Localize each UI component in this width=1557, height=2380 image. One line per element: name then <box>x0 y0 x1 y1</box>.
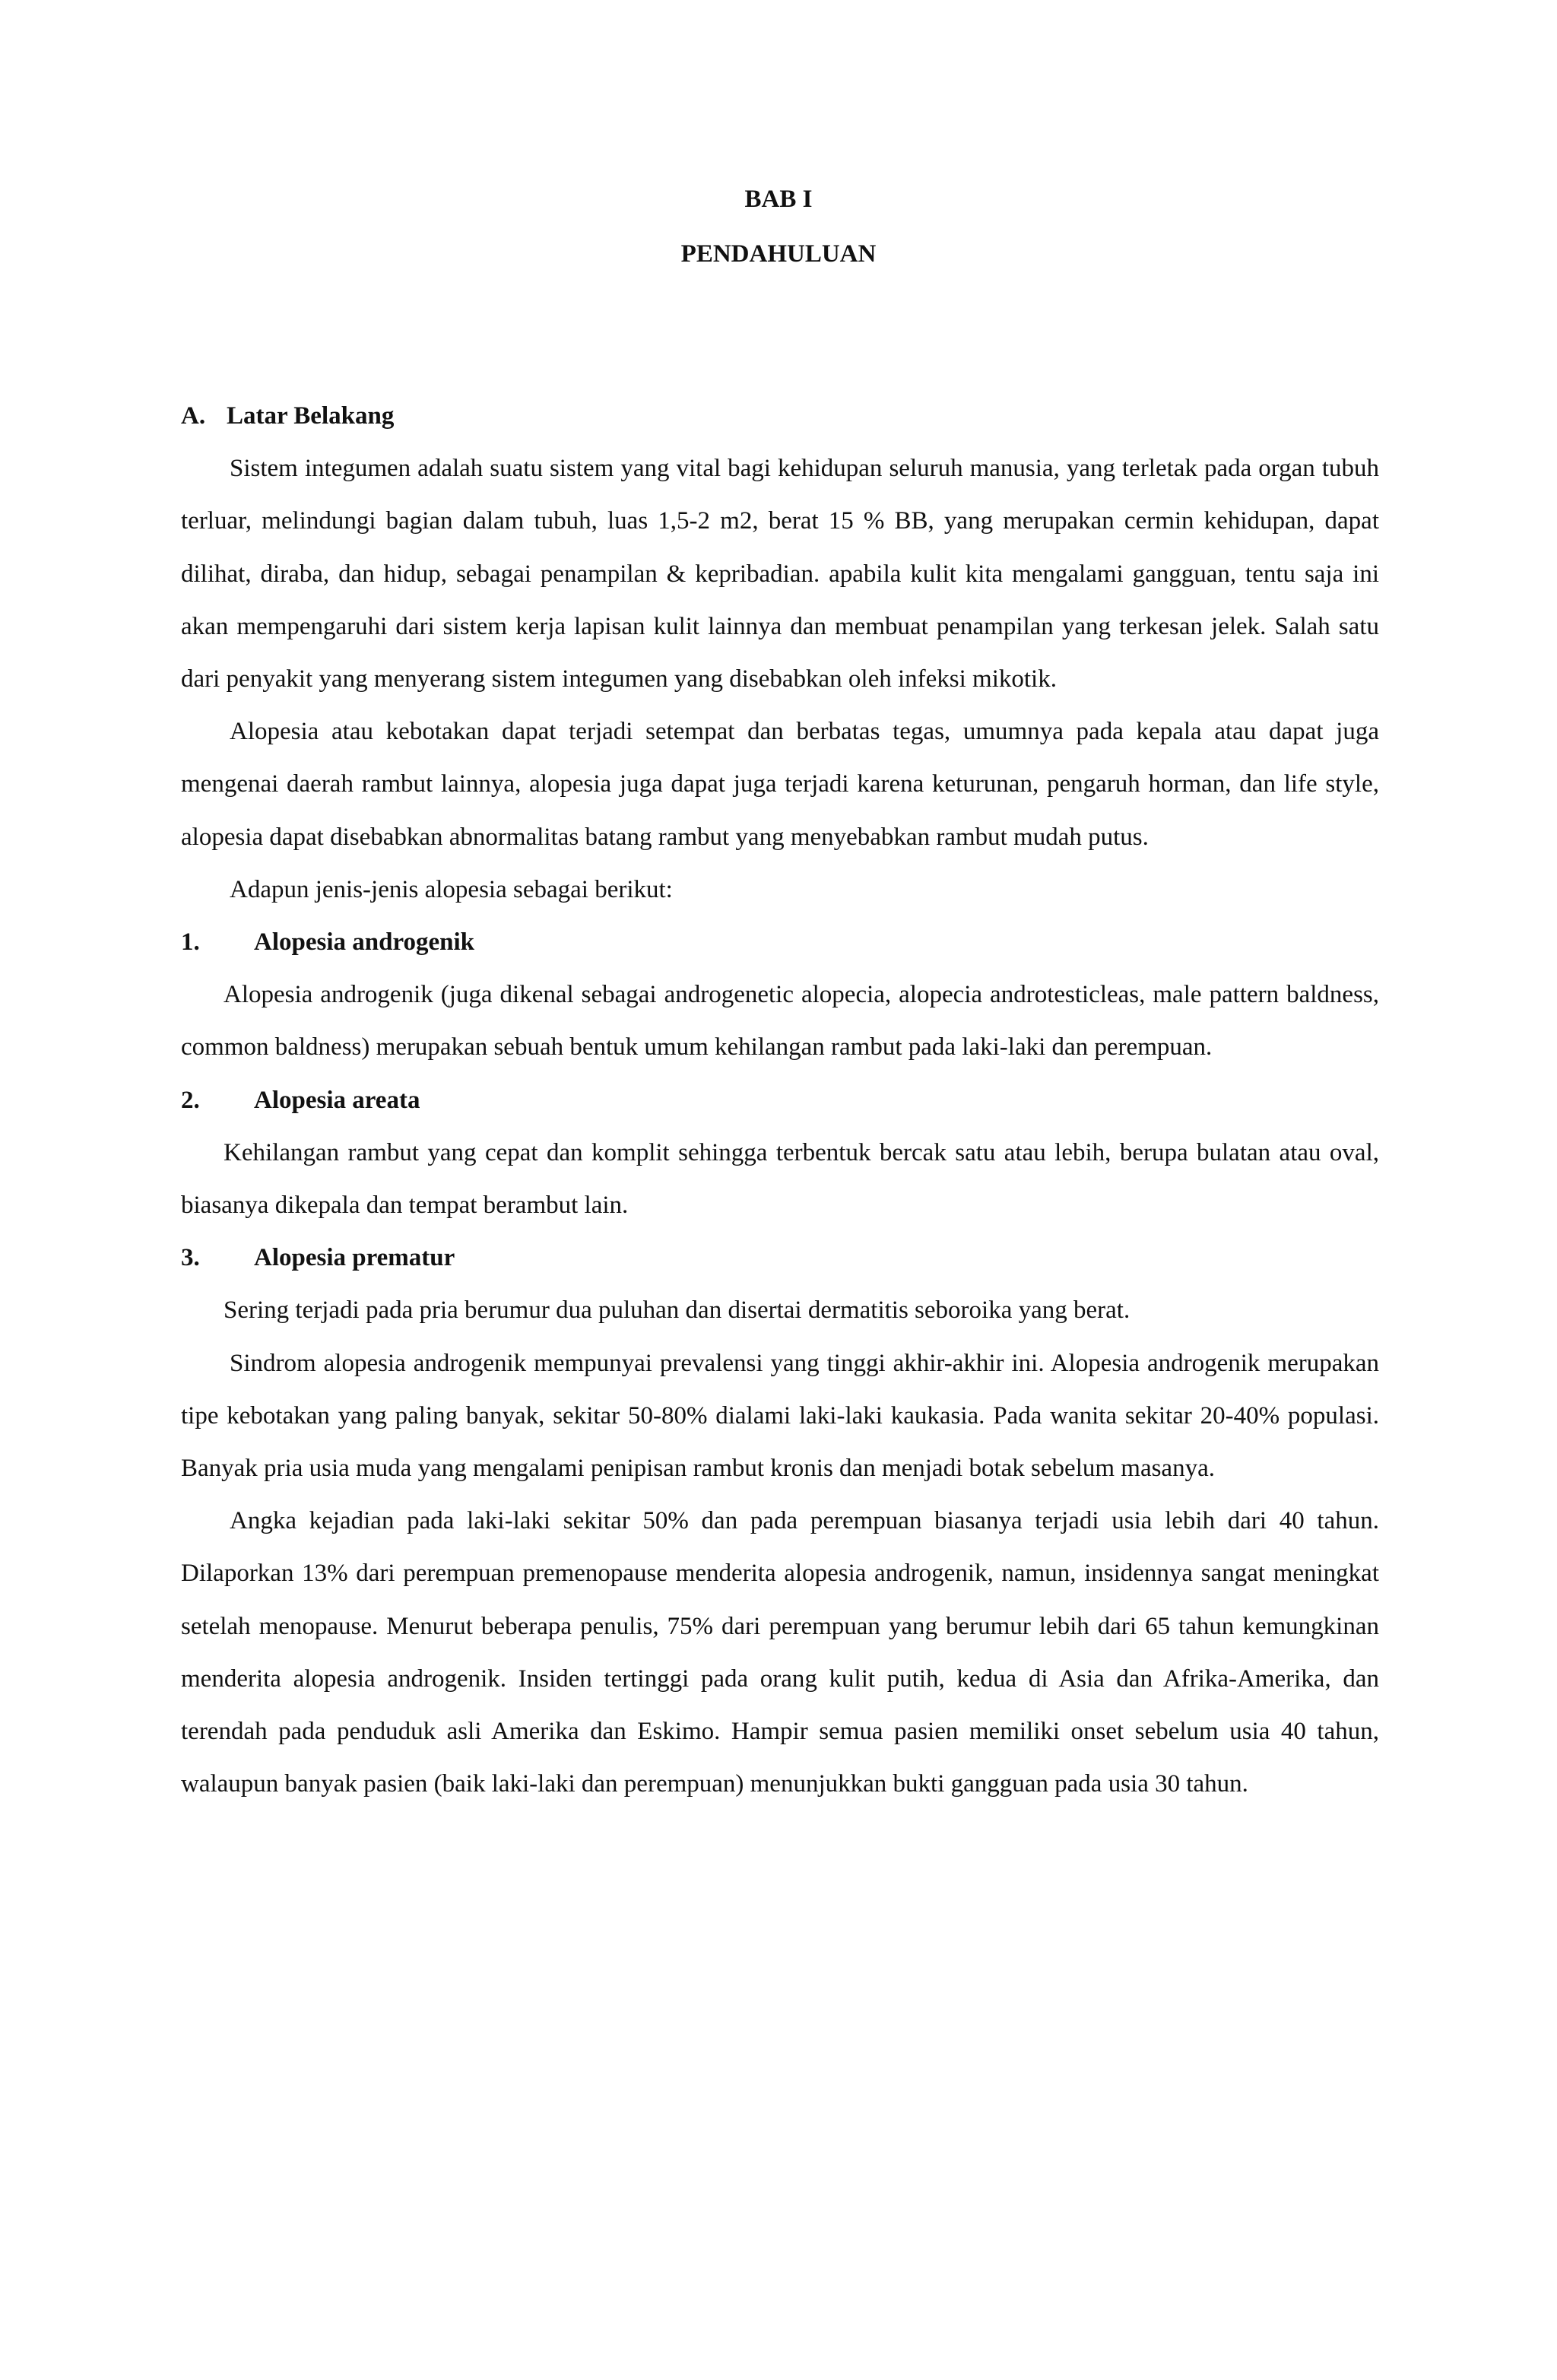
type-heading <box>181 1232 1379 1284</box>
type-heading <box>181 1074 1379 1127</box>
paragraph-incidence: Angka kejadian pada laki-laki sekitar 50% dan pada perempuan biasanya terjadi usia lebih dari 40 tahun. Dilaporkan 13% dari perempuan premenopause menderita alopesia androgenik, namun, insidennya sangat meningkat setelah menopause. Menurut beberapa penulis, 75% dari perempuan yang berumur lebih dari 65 tahun kemungkinan menderita alopesia androgenik. Insiden tertinggi pada orang kulit putih, kedua di Asia dan Afrika-Amerika, dan terendah pada penduduk asli Amerika dan Eskimo. Hampir semua pasien memiliki onset sebelum usia 40 tahun, walaupun banyak pasien (baik laki-laki dan perempuan) menunjukkan bukti gangguan pada usia 30 tahun. <box>181 1507 1379 1798</box>
type-title: Alopesia areata <box>254 1086 420 1114</box>
section-heading <box>181 390 1379 443</box>
section-title: Latar Belakang <box>227 402 395 430</box>
type-number: 3. <box>181 1244 200 1272</box>
type-heading <box>181 916 1379 969</box>
paragraph-intro: Sistem integumen adalah suatu sistem yang vital bagi kehidupan seluruh manusia, yang terletak pada organ tubuh terluar, melindungi bagian dalam tubuh, luas 1,5-2 m2, berat 15 % BB, yang merupakan cermin kehidupan, dapat dilihat, diraba, dan hidup, sebagai penampilan & kepribadian. apabila kulit kita mengalami gangguan, tentu saja ini akan mempengaruhi dari sistem kerja lapisan kulit lainnya dan membuat penampilan yang terkesan jelek. Salah satu dari penyakit yang menyerang sistem integumen yang disebabkan oleh infeksi mikotik. <box>181 455 1379 693</box>
document-body <box>181 390 1379 1810</box>
type-number: 1. <box>181 928 200 957</box>
type-title: Alopesia prematur <box>254 1244 455 1272</box>
type-description: Alopesia androgenik (juga dikenal sebagai androgenetic alopecia, alopecia androtesticleas, male pattern baldness, common baldness) merupakan sebuah bentuk umum kehilangan rambut pada laki-laki dan perempuan. <box>181 981 1379 1061</box>
paragraph-types-intro: Adapun jenis-jenis alopesia sebagai berikut: <box>230 875 673 903</box>
section-marker: A. <box>181 402 206 430</box>
paragraph-prevalence: Sindrom alopesia androgenik mempunyai prevalensi yang tinggi akhir-akhir ini. Alopesia androgenik merupakan tipe kebotakan yang paling banyak, sekitar 50-80% dialami laki-laki kaukasia. Pada wanita sekitar 20-40% populasi. Banyak pria usia muda yang mengalami penipisan rambut kronis dan menjadi botak sebelum masanya. <box>181 1349 1379 1483</box>
type-description: Kehilangan rambut yang cepat dan komplit sehingga terbentuk bercak satu atau lebih, berupa bulatan atau oval, biasanya dikepala dan tempat berambut lain. <box>181 1138 1379 1220</box>
paragraph-alopesia: Alopesia atau kebotakan dapat terjadi setempat dan berbatas tegas, umumnya pada kepala atau dapat juga mengenai daerah rambut lainnya, alopesia juga dapat juga terjadi karena keturunan, pengaruh horman, dan life style, alopesia dapat disebabkan abnormalitas batang rambut yang menyebabkan rambut mudah putus. <box>181 718 1379 851</box>
chapter-title: PENDAHULUAN <box>680 240 877 268</box>
type-title: Alopesia androgenik <box>254 928 475 957</box>
type-number: 2. <box>181 1086 200 1114</box>
type-description: Sering terjadi pada pria berumur dua puluhan dan disertai dermatitis seboroika yang berat. <box>224 1296 1130 1325</box>
chapter-number: BAB I <box>744 186 813 213</box>
